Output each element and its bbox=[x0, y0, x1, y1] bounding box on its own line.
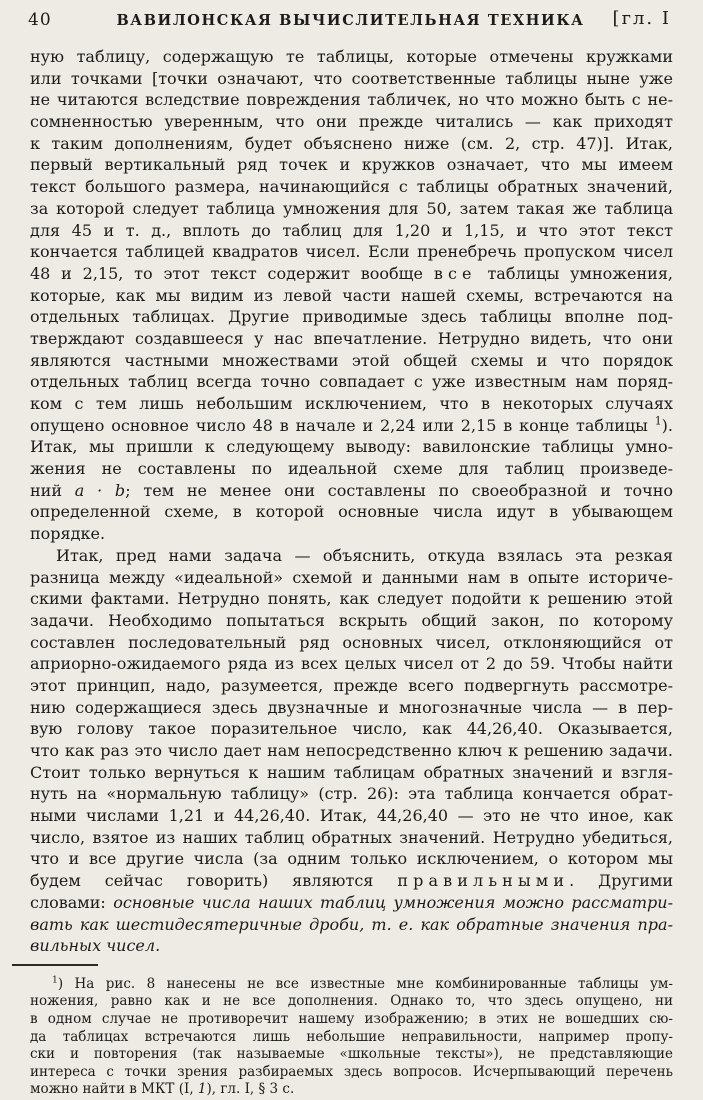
text-line: нуть на «нормальную таблицу» (стр. 26): эта таблица кончается обрат- bbox=[30, 784, 673, 804]
text-line: ную таблицу, содержащую те таблицы, которые отмечены кружками bbox=[30, 47, 673, 66]
chapter-reference: [гл. I bbox=[612, 8, 671, 29]
text-line: разница между «идеальной» схемой и данными нам в опыте историче- bbox=[30, 567, 673, 587]
text-line: отдельных таблицах. Другие приводимые здесь таблицы вполне под- bbox=[30, 307, 673, 327]
text-line: нию содержащиеся здесь двузначные и многозначные числа — в пер- bbox=[30, 697, 673, 717]
text-line: сомненностью уверенным, что они прежде читались — как приходят bbox=[30, 112, 673, 132]
running-title: ВАВИЛОНСКАЯ ВЫЧИСЛИТЕЛЬНАЯ ТЕХНИКА bbox=[116, 12, 585, 29]
page-number: 40 bbox=[28, 10, 52, 30]
text-line: составлен последовательный ряд основных чисел, отклоняющийся от bbox=[30, 632, 673, 652]
text-line: или точками [точки означают, что соответственные таблицы ныне уже bbox=[30, 68, 673, 88]
text-line: вильных чисел. bbox=[30, 936, 161, 956]
page-content bbox=[30, 46, 673, 1099]
text-line: к таким дополнениям, будет объяснено ниже (см. 2, стр. 47)]. Итак, bbox=[30, 133, 673, 153]
text-line: являются частными множествами этой общей схемы и что порядок bbox=[30, 350, 673, 370]
text-line: $^1$) На рис. 8 нанесены не все известные мне комбинированные таблицы ум- bbox=[52, 974, 673, 992]
text-line: Итак, пред нами задача — объяснить, откуда взялась эта резкая bbox=[56, 545, 673, 565]
body-text bbox=[30, 46, 673, 957]
text-line: текст большого размера, начинающийся с таблицы обратных значений, bbox=[30, 177, 673, 197]
text-line: ножения, равно как и не все дополнения. Однако то, что здесь опущено, ни bbox=[30, 993, 673, 1010]
text-line: этот принцип, надо, разумеется, прежде всего подвергнуть рассмотре- bbox=[30, 675, 673, 695]
text-line: первый вертикальный ряд точек и кружков означает, что мы имеем bbox=[30, 155, 673, 175]
text-line: определенной схеме, в которой основные числа идут в убывающем bbox=[30, 502, 673, 522]
footnote-separator bbox=[12, 964, 98, 966]
text-line: скими фактами. Нетрудно понять, как следует подойти к решению этой bbox=[30, 589, 673, 609]
text-line: жения не составлены по идеальной схеме для таблиц произведе- bbox=[30, 459, 673, 479]
text-line: не читаются вследствие повреждения табличек, но что можно быть с не- bbox=[30, 90, 673, 110]
text-line: порядке. bbox=[30, 524, 106, 544]
text-line: в одном случае не противоречит нашему изображению; в этих не вошедших сю- bbox=[30, 1011, 673, 1028]
text-line: тверждают создавшееся у нас впечатление. Нетрудно видеть, что они bbox=[30, 328, 673, 348]
text-line: число, взятое из наших таблиц обратных значений. Нетрудно убедиться, bbox=[30, 827, 673, 847]
text-line: 48 и 2,15, то этот текст содержит вообще все таблицы умножения, bbox=[30, 263, 673, 283]
text-line: априорно-ожидаемого ряда из всех целых чисел от 2 до 59. Чтобы найти bbox=[30, 654, 673, 674]
text-line: задачи. Необходимо попытаться вскрыть общий закон, по которому bbox=[30, 610, 673, 630]
text-line: можно найти в МКТ (I, 1), гл. I, § 3 с. bbox=[30, 1081, 295, 1098]
text-line: вать как шестидесятеричные дроби, т. е. как обратные значения пра- bbox=[30, 914, 673, 934]
text-line: интереса с точки зрения разбираемых здесь вопросов. Исчерпывающий перечень bbox=[30, 1063, 673, 1080]
text-line: вую голову такое поразительное число, как 44,26,40. Оказывается, bbox=[30, 719, 673, 739]
text-line: ний a · b; тем не менее они составлены по своеобразной и точно bbox=[30, 480, 673, 500]
running-header bbox=[28, 8, 673, 34]
text-line: Итак, мы пришли к следующему выводу: вавилонские таблицы умно- bbox=[30, 437, 673, 457]
text-line: которые, как мы видим из левой части нашей схемы, встречаются на bbox=[30, 285, 673, 305]
text-line: словами: основные числа наших таблиц умножения можно рассматри- bbox=[30, 892, 674, 912]
text-line: для 45 и т. д., вплоть до таблиц для 1,20 и 1,15, и что этот текст bbox=[30, 220, 673, 240]
text-line: что как раз это число дает нам непосредственно ключ к решению задачи. bbox=[30, 741, 673, 760]
text-line: что и все другие числа (за одним только исключением, о котором мы bbox=[30, 849, 673, 869]
text-line: будем сейчас говорить) являются правильными. Другими bbox=[30, 871, 674, 891]
text-line: да таблицах встречаются лишь небольшие неправильности, например пропу- bbox=[30, 1028, 673, 1045]
text-line: за которой следует таблица умножения для 50, затем такая же таблица bbox=[30, 198, 673, 218]
text-line: отдельных таблиц всегда точно совпадает с уже известным нам поряд- bbox=[30, 372, 673, 392]
text-line: Стоит только вернуться к нашим таблицам обратных значений и взгля- bbox=[30, 762, 673, 782]
text-line: ком с тем лишь небольшим исключением, что в некоторых случаях bbox=[30, 394, 673, 413]
text-line: опущено основное число 48 в начале и 2,24 или 2,15 в конце таблицы $^1$). bbox=[30, 414, 673, 435]
text-line: ски и повторения (так называемые «школьные тексты»), не представляющие bbox=[30, 1046, 673, 1063]
text-line: ными числами 1,21 и 44,26,40. Итак, 44,26,40 — это не что иное, как bbox=[30, 806, 673, 826]
footnote-text bbox=[30, 976, 673, 1099]
text-line: кончается таблицей квадратов чисел. Если пренебречь пропуском чисел bbox=[30, 242, 673, 262]
